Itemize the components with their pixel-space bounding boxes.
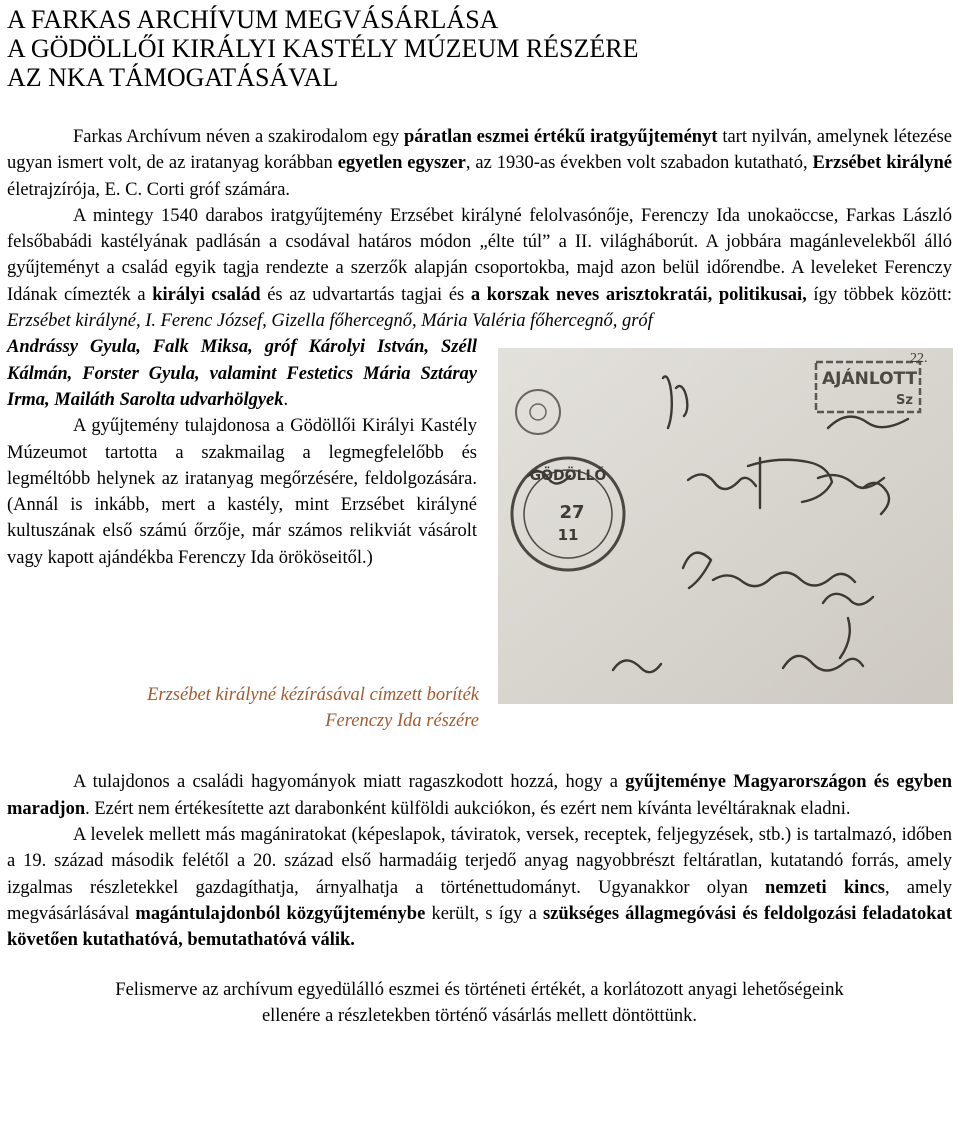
- postmark-month: 11: [557, 526, 579, 545]
- stamp-text: AJÁNLOTT: [822, 369, 918, 390]
- figure-row: [7, 334, 952, 759]
- text-run: , amely megvásárlásával: [7, 877, 952, 924]
- bold-run: magántulajdonból közgyűjteménybe: [135, 903, 426, 924]
- title-line-1: A FARKAS ARCHÍVUM MEGVÁSÁRLÁSA: [7, 5, 499, 34]
- figure-caption: [7, 682, 479, 734]
- paragraph-tradition: [7, 769, 952, 822]
- bold-run: páratlan eszmei értékű iratgyűjteményt: [404, 127, 718, 147]
- text-run: és az udvartartás tagjai és: [260, 284, 471, 305]
- title-line-2: A GÖDÖLLŐI KIRÁLYI KASTÉLY MÚZEUM RÉSZÉRE: [7, 34, 639, 63]
- text-run: A mintegy 1540 darabos iratgyűjtemény Erzsébet királyné felolvasónője, Ferenczy Ida unokaöccse, Farkas László felsőbabádi kastélyának padlásán a csodával határos módon „élte túl” a II. világháborút. A jobbára magánlevelekből álló gyűjteményt a család egyik tagja rendezte a szerzők alapján csoportokba, majd azon belül időrendbe. A leveleket Ferenczy Idának címezték a: [7, 205, 952, 305]
- bold-run: királyi család: [152, 284, 261, 305]
- bold-run: szükséges állagmegóvási és feldolgozási feladatokat követően kutathatóvá, bemutathatóvá válik.: [7, 903, 952, 951]
- envelope-image: [498, 348, 953, 704]
- text-run: tart nyilván, amelynek létezése ugyan ismert volt, de az iratanyag korábban: [7, 127, 953, 174]
- article-body: [7, 124, 952, 953]
- paragraph-owner: A gyűjtemény tulajdonosa a Gödöllői Királyi Kastély Múzeumot tartotta a szakmailag a legmegfelelőbb és legméltóbb helynek az iratanyag megőrzésére, feldolgozására. (Annál is inkább, mert a kastély, mint Erzsébet királyné kultuszának első számú őrzője, már számos relikviát vásárolt vagy kapott ajándékba Ferenczy Ida örököseitől.): [7, 416, 477, 568]
- left-column: [7, 334, 477, 571]
- page-title: [7, 0, 952, 92]
- corner-number: 22.: [910, 351, 928, 367]
- text-run: került, s így a: [425, 903, 543, 924]
- closing-line-1: Felismerve az archívum egyedülálló eszmei és történeti értékét, a korlátozott anyagi lehetőségeink: [115, 980, 844, 1001]
- italic-run: Erzsébet királyné, I. Ferenc József, Gizella főhercegnő, Mária Valéria főhercegnő, gróf: [7, 311, 653, 332]
- paragraph-contents: [7, 822, 952, 953]
- paragraph-collection: [7, 203, 952, 334]
- envelope-photo: [498, 348, 953, 704]
- text-run: , az 1930-as években volt szabadon kutatható,: [465, 153, 813, 174]
- text-run: Farkas Archívum néven a szakirodalom egy: [73, 127, 405, 147]
- bold-run: Erzsébet királyné: [812, 153, 952, 174]
- text-run: így többek között:: [806, 284, 952, 305]
- text-run: .: [283, 389, 289, 410]
- text-run: . Ezért nem értékesítette azt darabonként külföldi aukciókon, és ezért nem kívánta levéltáraknak eladni.: [85, 798, 851, 819]
- title-line-3: AZ NKA TÁMOGATÁSÁVAL: [7, 63, 339, 92]
- paragraph-intro: [7, 124, 952, 203]
- text-run: A tulajdonos a családi hagyományok miatt ragaszkodott hozzá, hogy a: [73, 772, 626, 793]
- postmark-day: 27: [559, 502, 585, 524]
- bold-italic-run: Andrássy Gyula, Falk Miksa, gróf Károlyi István, Széll Kálmán, Forster Gyula, valamint Festetics Mária Sztáray Irma, Mailáth Sarolta udvarhölgyek: [7, 337, 477, 410]
- text-run: életrajzírója, E. C. Corti gróf számára.: [7, 179, 291, 200]
- paragraph-names-continued: [7, 334, 477, 413]
- bold-run: egyetlen egyszer: [337, 153, 466, 174]
- bold-run: nemzeti kincs: [765, 877, 885, 898]
- bold-run: a korszak neves arisztokratái, politikusai,: [470, 284, 807, 305]
- text-run: A levelek mellett más magániratokat (képeslapok, táviratok, versek, receptek, feljegyzések, stb.) is tartalmazó, időben a 19. század második felétől a 20. század első harmadáig terjedő anyag nagyobbrészt feltáratlan, kutatandó forrás, amely izgalmas részletekkel gazdagíthatja, árnyalhatja a történettudományt. Ugyanakkor olyan: [7, 824, 952, 898]
- caption-line-2: Ferenczy Ida részére: [325, 711, 479, 732]
- postmark-city: GÖDÖLLŐ: [529, 468, 607, 485]
- closing-statement: [7, 977, 952, 1029]
- closing-line-2: ellenére a részletekben történő vásárlás mellett döntöttünk.: [261, 1006, 698, 1027]
- stamp-sz: Sz: [896, 393, 913, 409]
- bold-run: gyűjteménye Magyarországon és egyben maradjon: [7, 772, 952, 819]
- caption-line-1: Erzsébet királyné kézírásával címzett boríték: [147, 685, 479, 706]
